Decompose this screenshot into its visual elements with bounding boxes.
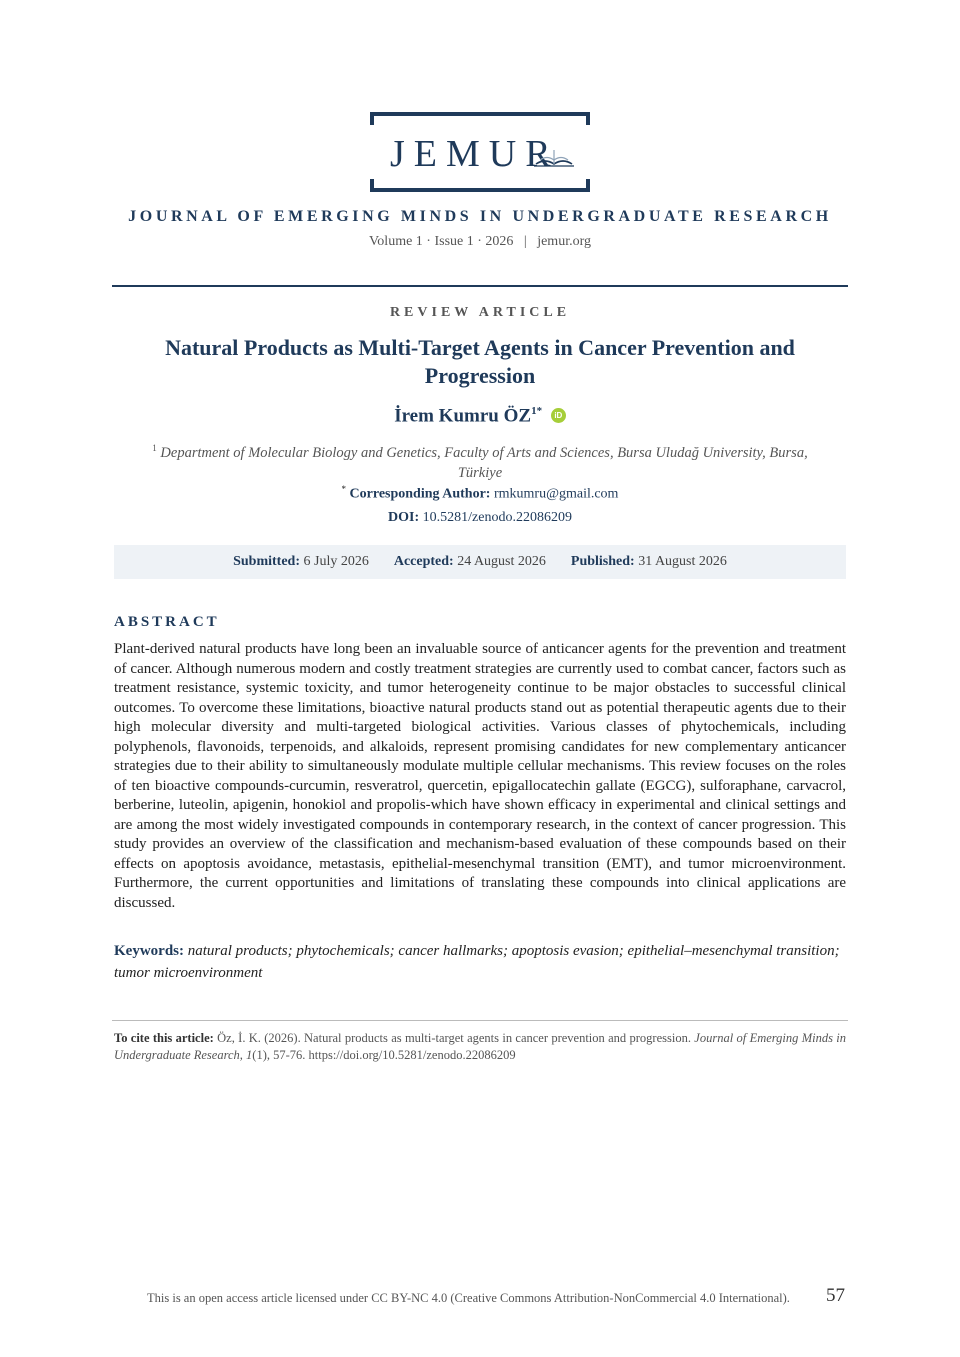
author-line — [0, 405, 960, 427]
submitted-date: 6 July 2026 — [303, 554, 369, 569]
doi-label: DOI: — [388, 510, 420, 525]
license-notice: This is an open access article licensed under CC BY-NC 4.0 (Creative Commons Attribution-NonCommercial 4.0 International). — [147, 1291, 790, 1305]
corresponding-email-link[interactable]: rmkumru@gmail.com — [493, 486, 619, 502]
volume-info: Volume 1 · Issue 1 · 2026 | jemur.org — [369, 234, 591, 249]
accepted-date: 24 August 2026 — [457, 554, 546, 569]
abstract-text: Plant-derived natural products have long been an invaluable source of anticancer agents for the prevention and treatment of cancer. Although numerous modern and costly treatment strategies are currently used to combat cancer, factors such as treatment resistance, systemic toxicity, and tumor heterogeneity continue to be major obstacles to successful clinical outcomes. To overcome these limitations, bioactive natural products stand out as potential therapeutic agents due to their high molecular diversity and multi-targeted biological activities. Various classes of phytochemicals, including polyphenols, flavonoids, terpenoids, and alkaloids, represent promising candidates for new complementary anticancer strategies due to their ability to simultaneously modulate multiple cellular mechanisms. This review focuses on the roles of ten bioactive compounds-curcumin, resveratrol, quercetin, epigallocatechin gallate (EGCG), sulforaphane, carvacrol, berberine, luteolin, apigenin, honokiol and propolis-which have shown efficacy in experimental and clinical settings and are among the most widely investigated compounds in contemporary research, in the context of cancer progression. This study provides an overview of the classification and mechanism-based evaluation of these compounds based on their effects on apoptosis avoidance, metastasis, epithelial-mesenchymal transition (EMT), and tumor microenvironment. Furthermore, the current opportunities and limitations of translating these compounds into clinical applications are discussed. — [114, 641, 846, 911]
logo-text: JEMUR — [390, 133, 560, 175]
affiliation — [130, 438, 830, 483]
article-type: REVIEW ARTICLE — [389, 305, 571, 320]
dates-bar — [114, 545, 846, 579]
keywords-list: natural products; phytochemicals; cancer hallmarks; apoptosis evasion; epithelial–mesenchymal transition; tumor microenvironment — [114, 943, 840, 981]
citation — [114, 1030, 846, 1064]
doi-line — [0, 510, 960, 526]
journal-logo — [370, 112, 590, 192]
author-name: İrem Kumru ÖZ — [394, 405, 532, 427]
citation-text: Öz, İ. K. (2026). Natural products as multi-target agents in cancer prevention and progression. — [217, 1031, 691, 1045]
doi-link[interactable]: 10.5281/zenodo.22086209 — [422, 510, 572, 525]
corresponding-label: Corresponding Author: — [349, 486, 491, 502]
published-date: 31 August 2026 — [638, 554, 727, 569]
citation-divider — [112, 1020, 848, 1021]
corresponding-superscript: * — [341, 484, 347, 494]
header-divider — [112, 285, 848, 287]
journal-name: JOURNAL OF EMERGING MINDS IN UNDERGRADUATE RESEARCH — [128, 208, 832, 225]
published-label: Published: — [570, 554, 635, 569]
abstract-heading: ABSTRACT — [114, 614, 220, 630]
article-title: Natural Products as Multi-Target Agents in Cancer Prevention and Progression — [165, 335, 795, 388]
affiliation-text: Department of Molecular Biology and Genetics, Faculty of Arts and Sciences, Bursa Uludağ University, Bursa, Türkiye — [160, 444, 808, 481]
author-superscript: 1* — [531, 405, 543, 417]
citation-label: To cite this article: — [114, 1031, 214, 1045]
keywords-label: Keywords: — [114, 943, 184, 959]
citation-journal: Journal of Emerging Minds in Undergraduate Research, 1 — [114, 1031, 847, 1062]
page-number: 57 — [826, 1285, 845, 1306]
open-book-icon — [534, 146, 574, 168]
citation-tail: (1), 57-76. https://doi.org/10.5281/zenodo.22086209 — [252, 1048, 516, 1062]
corresponding-author — [0, 484, 960, 503]
orcid-icon[interactable]: iD — [551, 408, 566, 423]
accepted-label: Accepted: — [393, 554, 454, 569]
submitted-label: Submitted: — [233, 554, 300, 569]
keywords — [114, 940, 846, 984]
affiliation-superscript: 1 — [152, 443, 157, 453]
